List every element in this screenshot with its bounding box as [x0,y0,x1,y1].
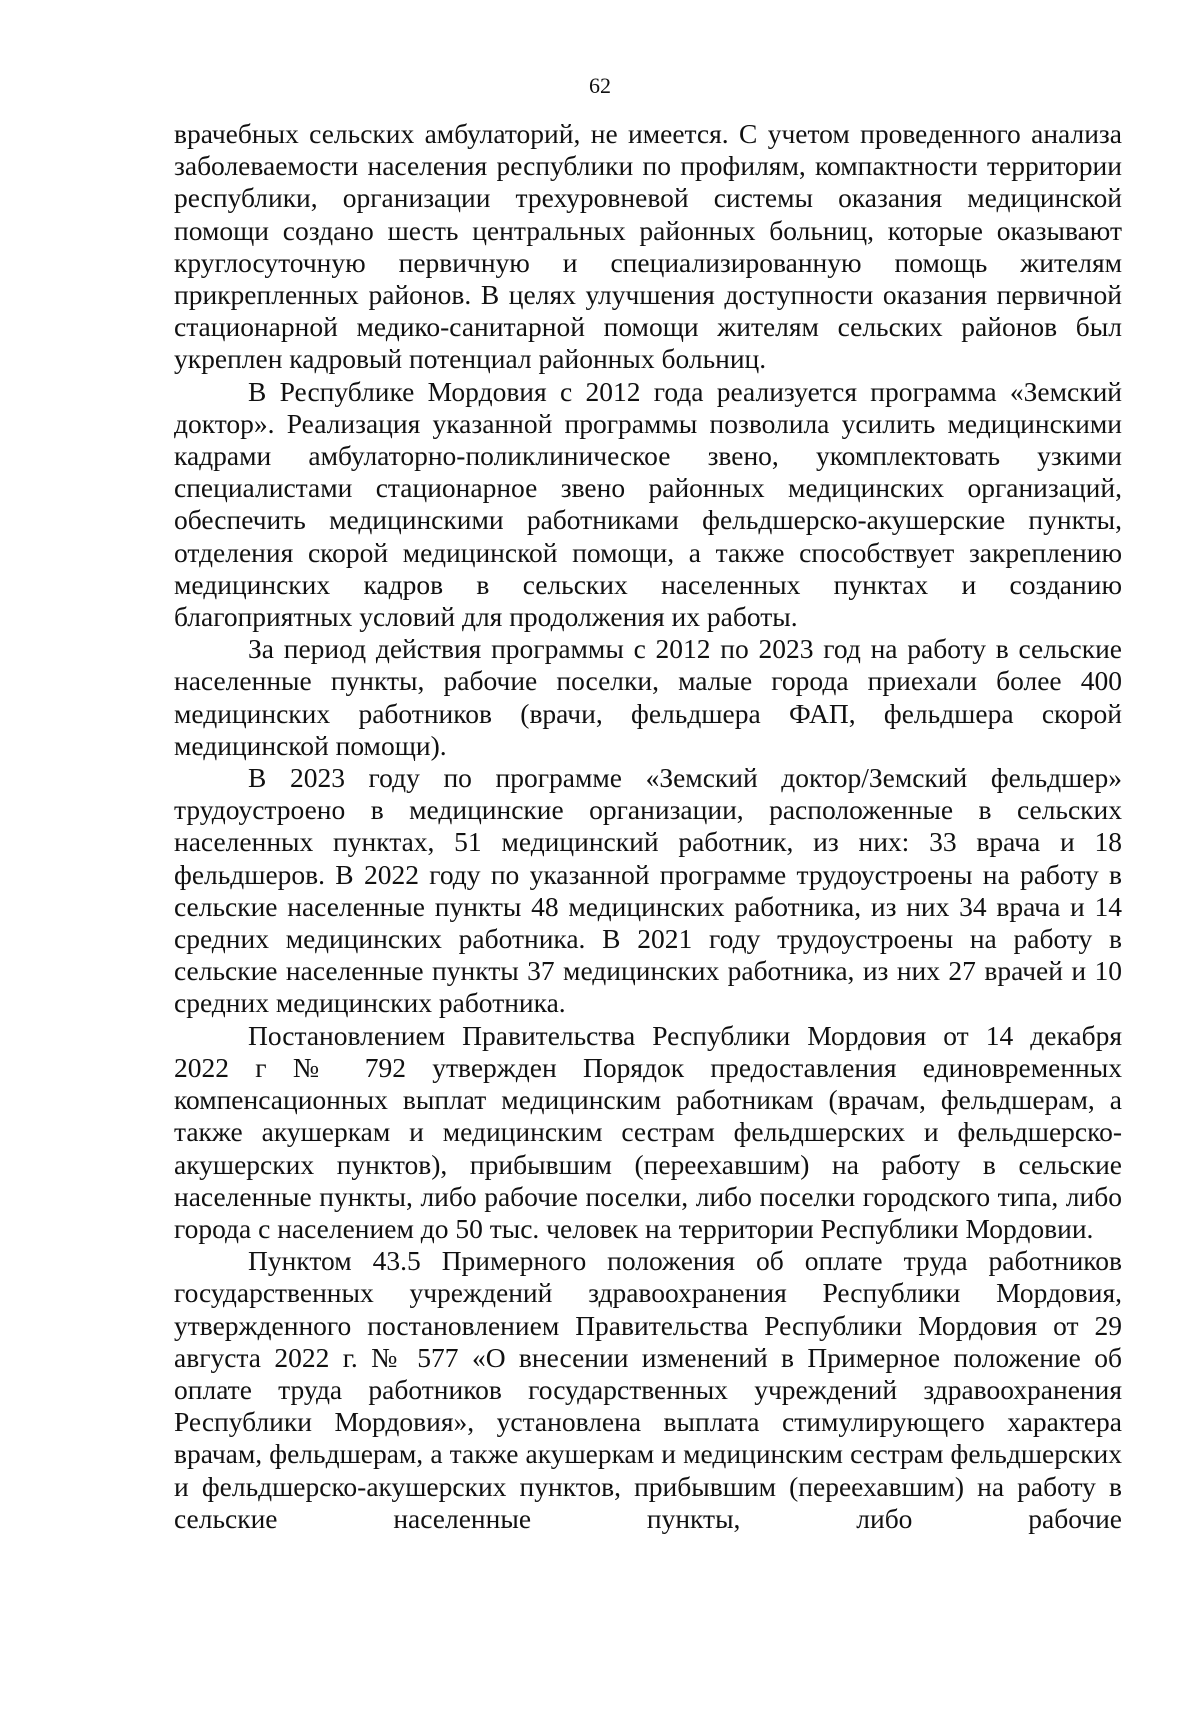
paragraph-employment-statistics: В 2023 году по программе «Земский доктор/Земский фельдшер» трудоустроено в медицинские организации, расположенные в сельских населенных пунктах, 51 медицинский работник, из них: 33 врача и 18 фельдшеров. В 2022 году по указанной программе трудоустроены на работу в сельские населенные пункты 48 медицинских работника, из них 34 врача и 14 средних медицинских работника. В 2021 году трудоустроены на работу в сельские населенные пункты 37 медицинских работника, из них 27 врачей и 10 средних медицинских работника. [174,762,1122,1019]
page-number: 62 [589,73,611,98]
document-body [174,118,1122,1535]
paragraph-rural-hospitals: врачебных сельских амбулаторий, не имеется. С учетом проведенного анализа заболеваемости населения республики по профилям, компактности территории республики, организации трехуровневой системы оказания медицинской помощи создано шесть центральных районных больниц, которые оказывают круглосуточную первичную и специализированную помощь жителям прикрепленных районов. В целях улучшения доступности оказания первичной стационарной медико-санитарной помощи жителям сельских районов был укреплен кадровый потенциал районных больниц. [174,118,1122,375]
paragraph-zemsky-doctor-program: В Республике Мордовия с 2012 года реализуется программа «Земский доктор». Реализация указанной программы позволила усилить медицинскими кадрами амбулаторно-поликлиническое звено, укомплектовать узкими специалистами стационарное звено районных медицинских организаций, обеспечить медицинскими работниками фельдшерско-акушерские пункты, отделения скорой медицинской помощи, а также способствует закреплению медицинских кадров в сельских населенных пунктах и созданию благоприятных условий для продолжения их работы. [174,375,1122,633]
paragraph-compensation-decree: Постановлением Правительства Республики Мордовия от 14 декабря 2022 г № 792 утвержден Порядок предоставления единовременных компенсационных выплат медицинским работникам (врачам, фельдшерам, а также акушеркам и медицинским сестрам фельдшерских и фельдшерско-акушерских пунктов), прибывшим (переехавшим) на работу в сельские населенные пункты, либо рабочие поселки, либо поселки городского типа, либо города с населением до 50 тыс. человек на территории Республики Мордовии. [174,1019,1122,1244]
paragraph-incentive-payment: Пунктом 43.5 Примерного положения об оплате труда работников государственных учреждений здравоохранения Республики Мордовия, утвержденного постановлением Правительства Республики Мордовия от 29 августа 2022 г. № 577 «О внесении изменений в Примерное положение об оплате труда работников государственных учреждений здравоохранения Республики Мордовия», установлена выплата стимулирующего характера врачам, фельдшерам, а также акушеркам и медицинским сестрам фельдшерских и фельдшерско-акушерских пунктов, прибывшим (переехавшим) на работу в сельские населенные пункты, либо рабочие [174,1245,1122,1534]
paragraph-program-results: За период действия программы с 2012 по 2023 год на работу в сельские населенные пункты, рабочие поселки, малые города приехали более 400 медицинских работников (врачи, фельдшера ФАП, фельдшера скорой медицинской помощи). [174,633,1122,761]
